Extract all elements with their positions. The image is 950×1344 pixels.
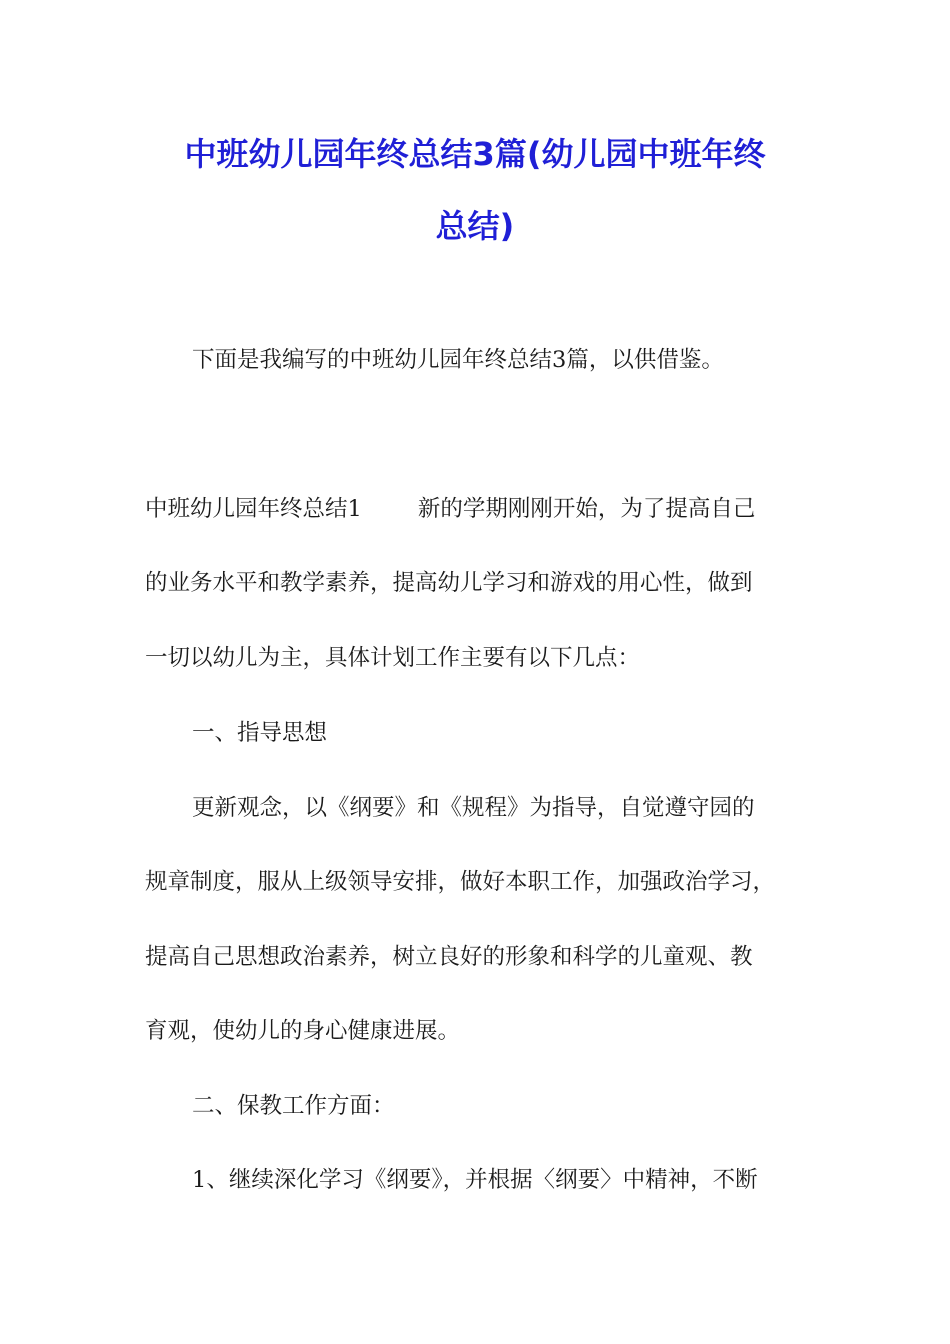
heading-care-work: 二、保教工作方面： xyxy=(192,1093,395,1119)
intro-paragraph: 下面是我编写的中班幼儿园年终总结3篇，以供借鉴。 xyxy=(192,347,724,373)
heading-guiding-thought: 一、指导思想 xyxy=(192,720,328,746)
paragraph-1-line-2: 的业务水平和教学素养，提高幼儿学习和游戏的用心性，做到 xyxy=(145,570,753,596)
paragraph-1-line-1-text: 新的学期刚刚开始，为了提高自己 xyxy=(417,496,756,522)
paragraph-2-line-2: 规章制度，服从上级领导安排，做好本职工作，加强政治学习， xyxy=(145,869,776,895)
document-title-line-2: 总结) xyxy=(435,207,515,245)
paragraph-2-line-3: 提高自己思想政治素养，树立良好的形象和科学的儿童观、教 xyxy=(145,944,753,970)
paragraph-1-line-1 xyxy=(145,494,755,524)
list-item-1-line-1: 1、继续深化学习《纲要》，并根据〈纲要〉中精神，不断 xyxy=(192,1167,758,1193)
paragraph-2-line-1: 更新观念，以《纲要》和《规程》为指导，自觉遵守园的 xyxy=(192,795,755,821)
paragraph-1-line-3: 一切以幼儿为主，具体计划工作主要有以下几点： xyxy=(145,645,641,671)
section-1-heading: 中班幼儿园年终总结1 xyxy=(145,496,362,522)
document-title-line-1: 中班幼儿园年终总结3篇(幼儿园中班年终 xyxy=(184,135,766,173)
paragraph-2-line-4: 育观，使幼儿的身心健康进展。 xyxy=(145,1018,461,1044)
